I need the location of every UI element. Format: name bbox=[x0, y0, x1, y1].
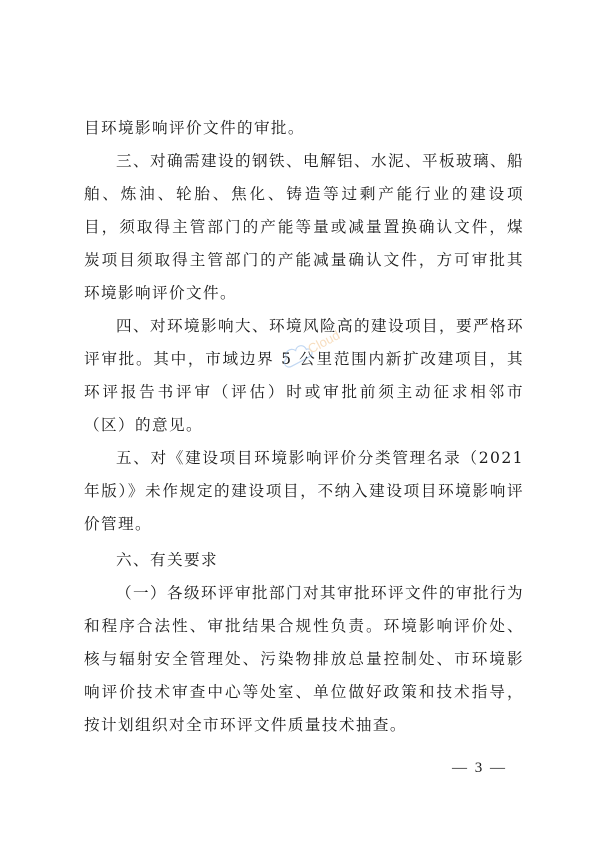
paragraph-item-4: 四、对环境影响大、环境风险高的建设项目，要严格环评审批。其中，市域边界 5 公里范围内新扩改建项目，其环评报告书评审（评估）时或审批前须主动征求相邻市（区）的意见。 bbox=[84, 317, 524, 434]
paragraph-item-3: 三、对确需建设的钢铁、电解铝、水泥、平板玻璃、船舶、炼油、轮胎、焦化、铸造等过剩产能行业的建设项目，须取得主管部门的产能等量或减量置换确认文件，煤炭项目须取得主管部门的产能减量确认文件，方可审批其环境影响评价文件。 bbox=[84, 152, 524, 302]
paragraph-item-5: 五、对《建设项目环境影响评价分类管理名录（2021 年版）》未作规定的建设项目，不纳入建设项目环境影响评价管理。 bbox=[84, 449, 524, 533]
page-number: — 3 — bbox=[452, 760, 507, 776]
paragraph-requirement-1: （一）各级环评审批部门对其审批环评文件的审批行为和程序合法性、审批结果合规性负责。环境影响评价处、核与辐射安全管理处、污染物排放总量控制处、市环境影响评价技术审查中心等处室、单位做好政策和技术指导，按计划组织对全市环评文件质量技术抽查。 bbox=[84, 584, 524, 734]
paragraph-continuation: 目环境影响评价文件的审批。 bbox=[84, 119, 305, 137]
document-body bbox=[84, 112, 524, 742]
watermark-text: Cloud bbox=[305, 327, 343, 357]
section-heading-requirements: 六、有关要求 bbox=[116, 551, 218, 569]
